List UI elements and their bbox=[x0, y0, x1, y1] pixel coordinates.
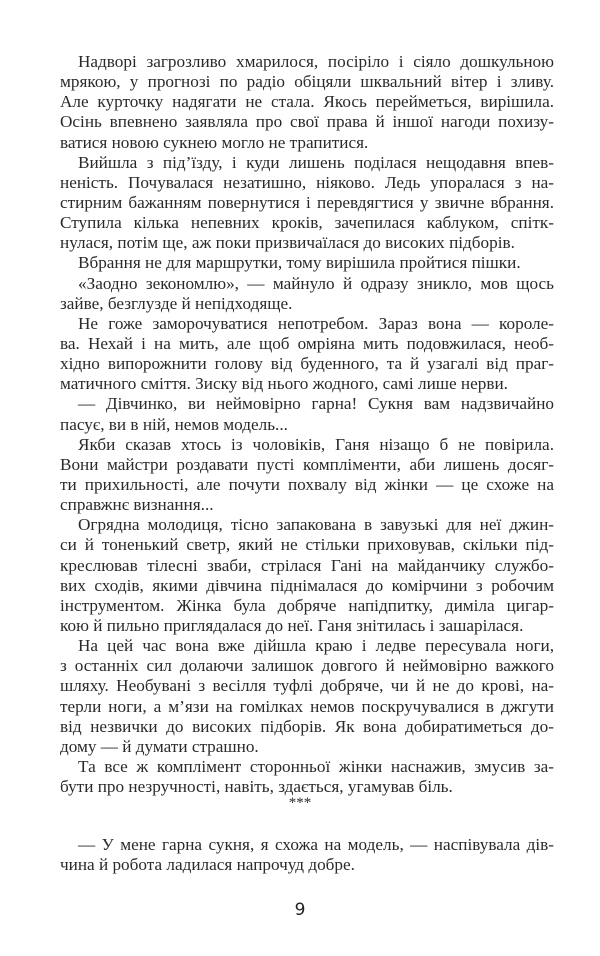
text-line: мрякою, у прогнозі по радіо обіцяли шквальний вітер і зливу. bbox=[60, 72, 554, 92]
paragraph bbox=[60, 835, 554, 875]
text-line: ти прихильності, але почути похвалу від жінки — це схоже на bbox=[60, 474, 554, 494]
body-text bbox=[60, 52, 554, 797]
text-line: зайве, безглузде й непідходяще. bbox=[60, 293, 293, 313]
text-line: На цей час вона вже дійшла краю і ледве пересувала ноги, bbox=[78, 636, 554, 656]
final-paragraph bbox=[60, 835, 554, 875]
paragraph bbox=[60, 153, 554, 254]
text-line: бути про незручності, навіть, здається, угамував біль. bbox=[60, 777, 453, 797]
paragraph bbox=[60, 314, 554, 395]
text-line: вих сходів, якими дівчина піднімалася до комірчини з робочим bbox=[60, 575, 554, 595]
text-line: Вони майстри роздавати пусті компліменти, аби лишень досяг- bbox=[60, 454, 554, 474]
text-line: Вийшла з під’їзду, і куди лишень поділася нещодавня впев- bbox=[78, 152, 554, 172]
text-line: Надворі загрозливо хмарилося, посіріло і сіяло дошкульною bbox=[78, 52, 554, 71]
text-line: справжнє визнання... bbox=[60, 495, 214, 515]
text-line: ва. Нехай і на мить, але щоб омріяна мить подовжилася, необ- bbox=[60, 333, 554, 353]
section-separator: *** bbox=[288, 795, 312, 811]
text-line: інструментом. Жінка була добряче напідпитку, диміла цигар- bbox=[60, 595, 554, 615]
text-line: кою й пильно приглядалася до неї. Ганя знітилась і зашарілася. bbox=[60, 615, 524, 635]
text-line: дому — й думати страшно. bbox=[60, 736, 259, 756]
text-line: — Дівчинко, ви неймовірно гарна! Сукня вам надзвичайно bbox=[78, 394, 554, 414]
text-line: «Заодно зекономлю», — майнуло й одразу зникло, мов щось bbox=[78, 273, 554, 293]
text-line: шляху. Необувані з весілля туфлі добряче, чи й не до крові, на- bbox=[60, 676, 554, 696]
paragraph bbox=[60, 274, 554, 314]
text-line: пасує, ви в ній, немов модель... bbox=[60, 414, 288, 434]
paragraph bbox=[60, 757, 554, 797]
text-line: матичного сміття. Зиску від нього жодного, самі лише нерви. bbox=[60, 374, 508, 394]
text-line: Вбрання не для маршрутки, тому вирішила пройтися пішки. bbox=[78, 253, 521, 273]
text-line: з останніх сил долаючи залишок довгого й неймовірно важкого bbox=[60, 656, 554, 676]
text-line: Та все ж комплімент сторонньої жінки наснажив, змусив за- bbox=[78, 756, 554, 776]
text-line: Але курточку надягати не стала. Якось перейметься, вирішила. bbox=[60, 92, 554, 112]
text-line: Якби сказав хтось із чоловіків, Ганя нізащо б не повірила. bbox=[78, 434, 554, 454]
text-line: Не гоже заморочуватися непотребом. Зараз вона — короле- bbox=[78, 313, 554, 333]
paragraph bbox=[60, 636, 554, 757]
text-line: чина й робота ладилася напрочуд добре. bbox=[60, 855, 355, 875]
text-line: хідно випорожнити голову від буденного, та й узагалі від праг- bbox=[60, 354, 554, 374]
text-line: нулася, потім ще, аж поки призвичаїлася до високих підборів. bbox=[60, 233, 515, 253]
text-line: терли ноги, а м’язи на гомілках немов поскручувалися в джгути bbox=[60, 696, 554, 716]
text-line: — У мене гарна сукня, я схожа на модель, — наспівувала дів- bbox=[78, 835, 554, 854]
text-line: Огрядна молодиця, тісно запакована в завузькі для неї джин- bbox=[78, 515, 554, 535]
paragraph bbox=[60, 515, 554, 636]
text-line: ватися новою сукнею могло не трапитися. bbox=[60, 132, 369, 152]
text-line: креслював тілесні зваби, стрілася Гані на майданчику службо- bbox=[60, 555, 554, 575]
text-line: від незвички до високих підборів. Як вона добиратиметься до- bbox=[60, 716, 554, 736]
paragraph bbox=[60, 435, 554, 516]
text-line: неність. Почувалася незатишно, ніяково. Ледь упоралася з на- bbox=[60, 172, 554, 192]
text-line: Ступила кілька непевних кроків, зачепилася каблуком, спітк- bbox=[60, 213, 554, 233]
text-line: си й тоненький светр, який не стільки приховував, скільки під- bbox=[60, 535, 554, 555]
text-line: Осінь впевнено заявляла про свої права й іншої нагоди похизу- bbox=[60, 112, 554, 132]
text-line: стирним бажанням повернутися і перевдягтися у звичне вбрання. bbox=[60, 192, 554, 212]
paragraph bbox=[60, 253, 554, 273]
paragraph bbox=[60, 394, 554, 434]
page-number: 9 bbox=[294, 900, 306, 920]
paragraph bbox=[60, 52, 554, 153]
